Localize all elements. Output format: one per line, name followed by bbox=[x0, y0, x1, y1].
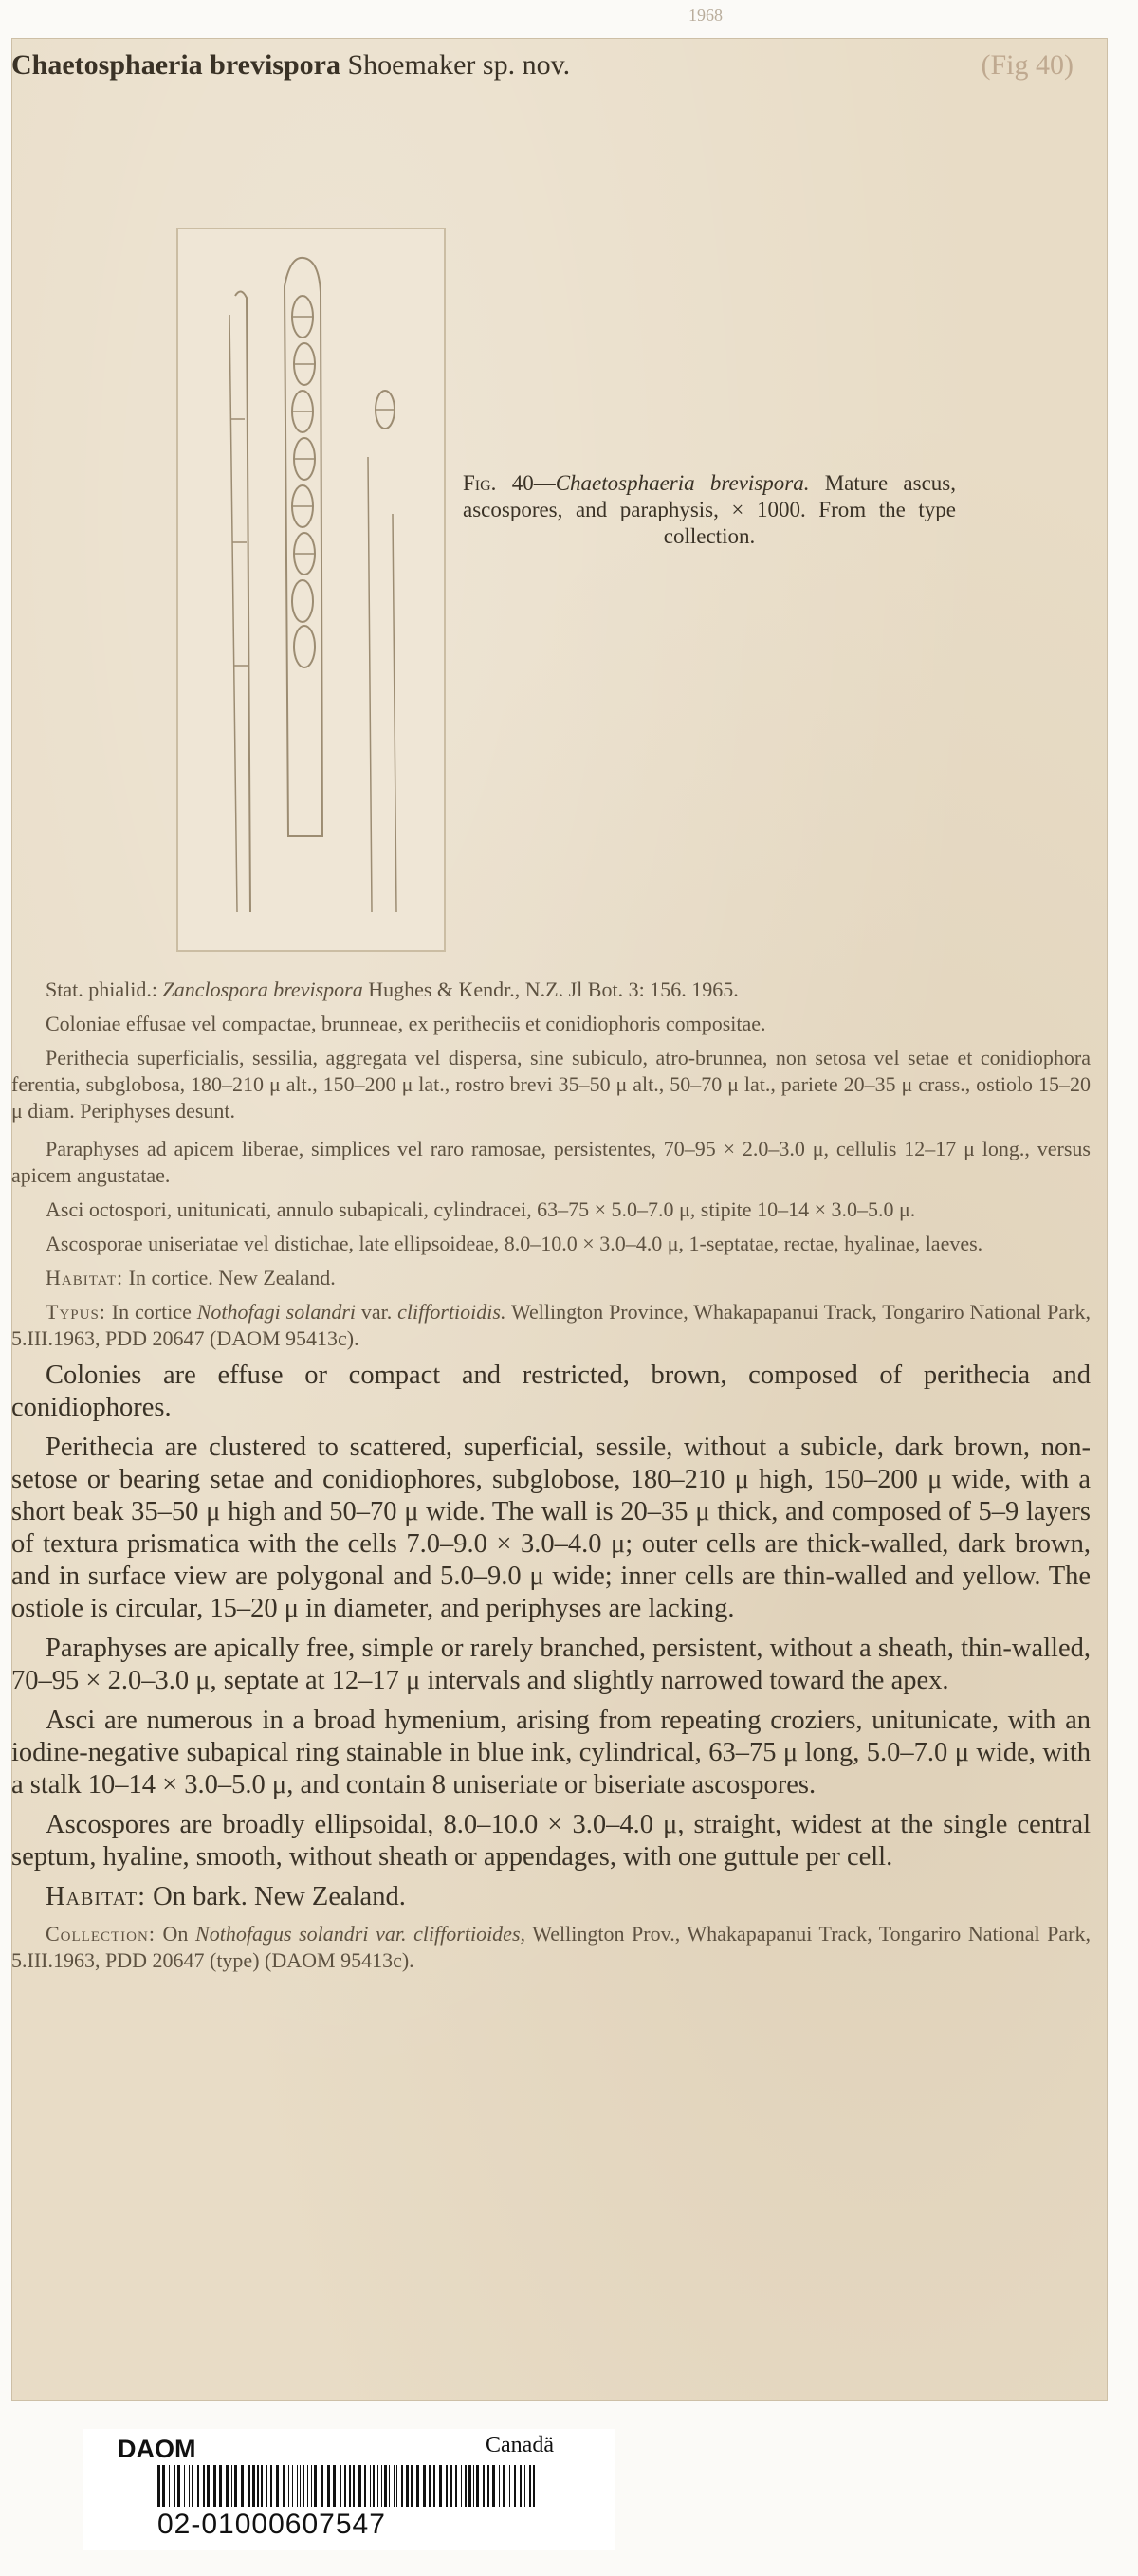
caption-text: Mature ascus, ascospores, and paraphysis, × 1000. From the type collection. bbox=[463, 471, 956, 548]
barcode-bar bbox=[476, 2465, 479, 2507]
barcode-bar bbox=[192, 2465, 193, 2507]
barcode-bar bbox=[468, 2465, 471, 2507]
barcode-bar bbox=[487, 2465, 489, 2507]
barcode-bar bbox=[461, 2465, 462, 2507]
barcode-bar bbox=[231, 2465, 232, 2507]
barcode-bar bbox=[509, 2465, 510, 2507]
barcode-bar bbox=[321, 2465, 323, 2507]
barcode-bar bbox=[207, 2465, 210, 2507]
species-header bbox=[11, 49, 1083, 82]
stalk-lines bbox=[368, 457, 396, 912]
figure-caption: Fig. 40—Chaetosphaeria brevispora. Mature ascus, ascospores, and paraphysis, × 1000. From the type collection. bbox=[463, 471, 956, 548]
barcode-bar bbox=[300, 2465, 301, 2507]
barcode-bar bbox=[473, 2465, 474, 2507]
barcode-number: 02-01000607547 bbox=[157, 2509, 386, 2540]
barcode-bar bbox=[373, 2465, 375, 2507]
year-stamp: 1968 bbox=[688, 6, 723, 25]
barcode-bar bbox=[252, 2465, 255, 2507]
barcode-bar bbox=[370, 2465, 371, 2507]
ascus-illustration bbox=[178, 229, 444, 950]
barcode-bar bbox=[311, 2465, 312, 2507]
latin-paragraph: Stat. phialid.: Zanclospora brevispora Hughes & Kendr., N.Z. Jl Bot. 3: 156. 1965. bbox=[46, 977, 739, 1001]
barcode-bar bbox=[433, 2465, 435, 2507]
barcode-bar bbox=[524, 2465, 525, 2507]
barcode-bar bbox=[529, 2465, 531, 2507]
caption-label: Fig. 40 bbox=[463, 471, 534, 495]
barcode-bar bbox=[333, 2465, 336, 2507]
barcode-bar bbox=[314, 2465, 317, 2507]
barcode-bar bbox=[174, 2465, 175, 2507]
english-paragraph: Perithecia are clustered to scattered, superficial, sessile, without a subicle, dark brown, non-setose or bearing setae and conidiophores, subglobose, 180–210 μ high, 150–200 μ wide, with a short beak 35–50 μ high and 50–70 μ wide. The wall is 20–35 μ thick, and composed of 5–9 layers of textura prismatica with the cells 7.0–9.0 × 3.0–4.0 μ; outer cells are thick-walled, dark brown, and in surface view are polygonal and 5.0–9.0 μ wide; inner cells are thin-walled and yellow. The ostiole is circular, 15–20 μ in diameter, and periphyses are lacking. bbox=[11, 1433, 1091, 1623]
latin-paragraph: Paraphyses ad apicem liberae, simplices vel raro ramosae, persistentes, 70–95 × 2.0–3.0 μ, cellulis 12–17 μ long., versus apicem angustatae. bbox=[11, 1137, 1091, 1187]
barcode-bar bbox=[499, 2465, 500, 2507]
barcode-bar bbox=[389, 2465, 390, 2507]
barcode-bar bbox=[327, 2465, 330, 2507]
species-name: Chaetosphaeria brevispora bbox=[11, 49, 340, 81]
latin-paragraph: Asci octospori, unitunicati, annulo subapicali, cylindracei, 63–75 × 5.0–7.0 μ, stipite 10–14 × 3.0–5.0 μ. bbox=[46, 1197, 916, 1221]
barcode-bar bbox=[189, 2465, 190, 2507]
barcode-bar bbox=[401, 2465, 403, 2507]
barcode-bar bbox=[503, 2465, 505, 2507]
barcode-bar bbox=[270, 2465, 272, 2507]
english-paragraph: Colonies are effuse or compact and restricted, brown, composed of perithecia and conidiophores. bbox=[11, 1361, 1091, 1422]
english-paragraph: Asci are numerous in a broad hymenium, arising from repeating croziers, unitunicate, with an iodine-negative subapical ring stainable in blue ink, cylindrical, 63–75 μ long, 5.0–7.0 μ wide, with a stalk 10–14 × 3.0–5.0 μ, and contain 8 uniseriate or biseriate ascospores. bbox=[11, 1706, 1091, 1800]
barcode-bar bbox=[203, 2465, 205, 2507]
barcode-bar bbox=[455, 2465, 457, 2507]
barcode-bar bbox=[288, 2465, 289, 2507]
barcode-bar bbox=[384, 2465, 387, 2507]
latin-habitat: Habitat: In cortice. New Zealand. bbox=[46, 1266, 336, 1289]
barcode-bar bbox=[303, 2465, 304, 2507]
barcode-bar bbox=[439, 2465, 442, 2507]
latin-paragraph: Coloniae effusae vel compactae, brunneae, ex peritheciis et conidiophoris compositae. bbox=[46, 1012, 766, 1035]
barcode-bar bbox=[157, 2465, 160, 2507]
species-author: Shoemaker sp. nov. bbox=[347, 49, 571, 81]
barcode-bar bbox=[520, 2465, 522, 2507]
barcode-bar bbox=[261, 2465, 263, 2507]
ascospore bbox=[294, 626, 315, 667]
barcode-bar bbox=[450, 2465, 452, 2507]
barcode-bar bbox=[297, 2465, 298, 2507]
barcode-bar bbox=[446, 2465, 448, 2507]
barcode-bar bbox=[353, 2465, 355, 2507]
barcode-bar bbox=[276, 2465, 279, 2507]
barcode-bar bbox=[213, 2465, 216, 2507]
barcode-bar bbox=[381, 2465, 382, 2507]
barcode-bar bbox=[492, 2465, 495, 2507]
caption-species: Chaetosphaeria brevispora. bbox=[555, 471, 810, 495]
figure-plate bbox=[176, 228, 446, 952]
barcode-bar bbox=[241, 2465, 244, 2507]
barcode-bar bbox=[483, 2465, 485, 2507]
barcode-bar bbox=[162, 2465, 165, 2507]
barcode-bar bbox=[226, 2465, 229, 2507]
barcode-bar bbox=[411, 2465, 413, 2507]
barcode-bar bbox=[423, 2465, 426, 2507]
barcode-bar bbox=[283, 2465, 284, 2507]
ascospore bbox=[292, 580, 313, 622]
english-collection: Collection: On Nothofagus solandri var. cliffortioides, Wellington Prov., Whakapapanui Track, Tongariro National Park, 5.III.1963, PDD 20647 (type) (DAOM 95413c). bbox=[11, 1922, 1092, 1972]
paraphysis bbox=[229, 315, 237, 912]
barcode-graphic bbox=[157, 2465, 546, 2509]
barcode-bar bbox=[377, 2465, 378, 2507]
canada-wordmark: Canadä bbox=[486, 2433, 554, 2457]
barcode-bar bbox=[344, 2465, 346, 2507]
barcode-bar bbox=[248, 2465, 250, 2507]
barcode-bar bbox=[396, 2465, 397, 2507]
figure-reference: (Fig 40) bbox=[981, 49, 1074, 81]
latin-paragraph: Perithecia superficialis, sessilia, aggregata vel dispersa, sine subiculo, atro-brunnea, non setosa vel setae et conidiophora ferentia, subglobosa, 180–210 μ alt., 150–200 μ lat., rostro brevi 35–50 μ alt., 50–70 μ lat., pariete 20–35 μ crass., ostiolo 15–20 μ diam. Periphyses desunt. bbox=[11, 1046, 1091, 1123]
barcode-bar bbox=[394, 2465, 395, 2507]
barcode-bar bbox=[429, 2465, 431, 2507]
barcode-bar bbox=[416, 2465, 419, 2507]
barcode-bar bbox=[184, 2465, 185, 2507]
english-paragraph: Ascospores are broadly ellipsoidal, 8.0–10.0 × 3.0–4.0 μ, straight, widest at the single central septum, hyaline, smooth, without sheath or appendages, with one guttule per cell. bbox=[11, 1810, 1091, 1872]
barcode-bar bbox=[292, 2465, 293, 2507]
barcode-bar bbox=[340, 2465, 341, 2507]
barcode-bar bbox=[234, 2465, 237, 2507]
barcode-bar bbox=[177, 2465, 180, 2507]
latin-paragraph: Ascosporae uniseriatae vel distichae, late ellipsoideae, 8.0–10.0 × 3.0–4.0 μ, 1-septatae, rectae, hyalinae, laeves. bbox=[46, 1232, 983, 1255]
ascus-outline bbox=[284, 258, 322, 836]
barcode-bar bbox=[169, 2465, 170, 2507]
barcode-bar bbox=[364, 2465, 366, 2507]
english-paragraph: Paraphyses are apically free, simple or rarely branched, persistent, without a sheath, thin-walled, 70–95 × 2.0–3.0 μ, septate at 12–17 μ intervals and slightly narrowed toward the apex. bbox=[11, 1634, 1091, 1695]
barcode-bar bbox=[349, 2465, 351, 2507]
barcode-bar bbox=[465, 2465, 467, 2507]
description-body bbox=[11, 977, 1091, 1974]
barcode-bar bbox=[406, 2465, 409, 2507]
barcode-label bbox=[83, 2429, 615, 2550]
barcode-bar bbox=[266, 2465, 267, 2507]
english-habitat: Habitat: On bark. New Zealand. bbox=[46, 1882, 406, 1911]
barcode-bar bbox=[533, 2465, 535, 2507]
latin-typus: Typus: In cortice Nothofagi solandri var. cliffortioidis. Wellington Province, Whakapapanui Track, Tongariro National Park, 5.III.1963, PDD 20647 (DAOM 95413c). bbox=[11, 1300, 1092, 1350]
barcode-bar bbox=[358, 2465, 361, 2507]
paraphysis bbox=[235, 291, 250, 912]
barcode-bar bbox=[307, 2465, 308, 2507]
barcode-bar bbox=[219, 2465, 222, 2507]
barcode-bar bbox=[514, 2465, 516, 2507]
barcode-bar bbox=[257, 2465, 259, 2507]
barcode-bar bbox=[197, 2465, 199, 2507]
institution-code: DAOM bbox=[118, 2435, 196, 2463]
